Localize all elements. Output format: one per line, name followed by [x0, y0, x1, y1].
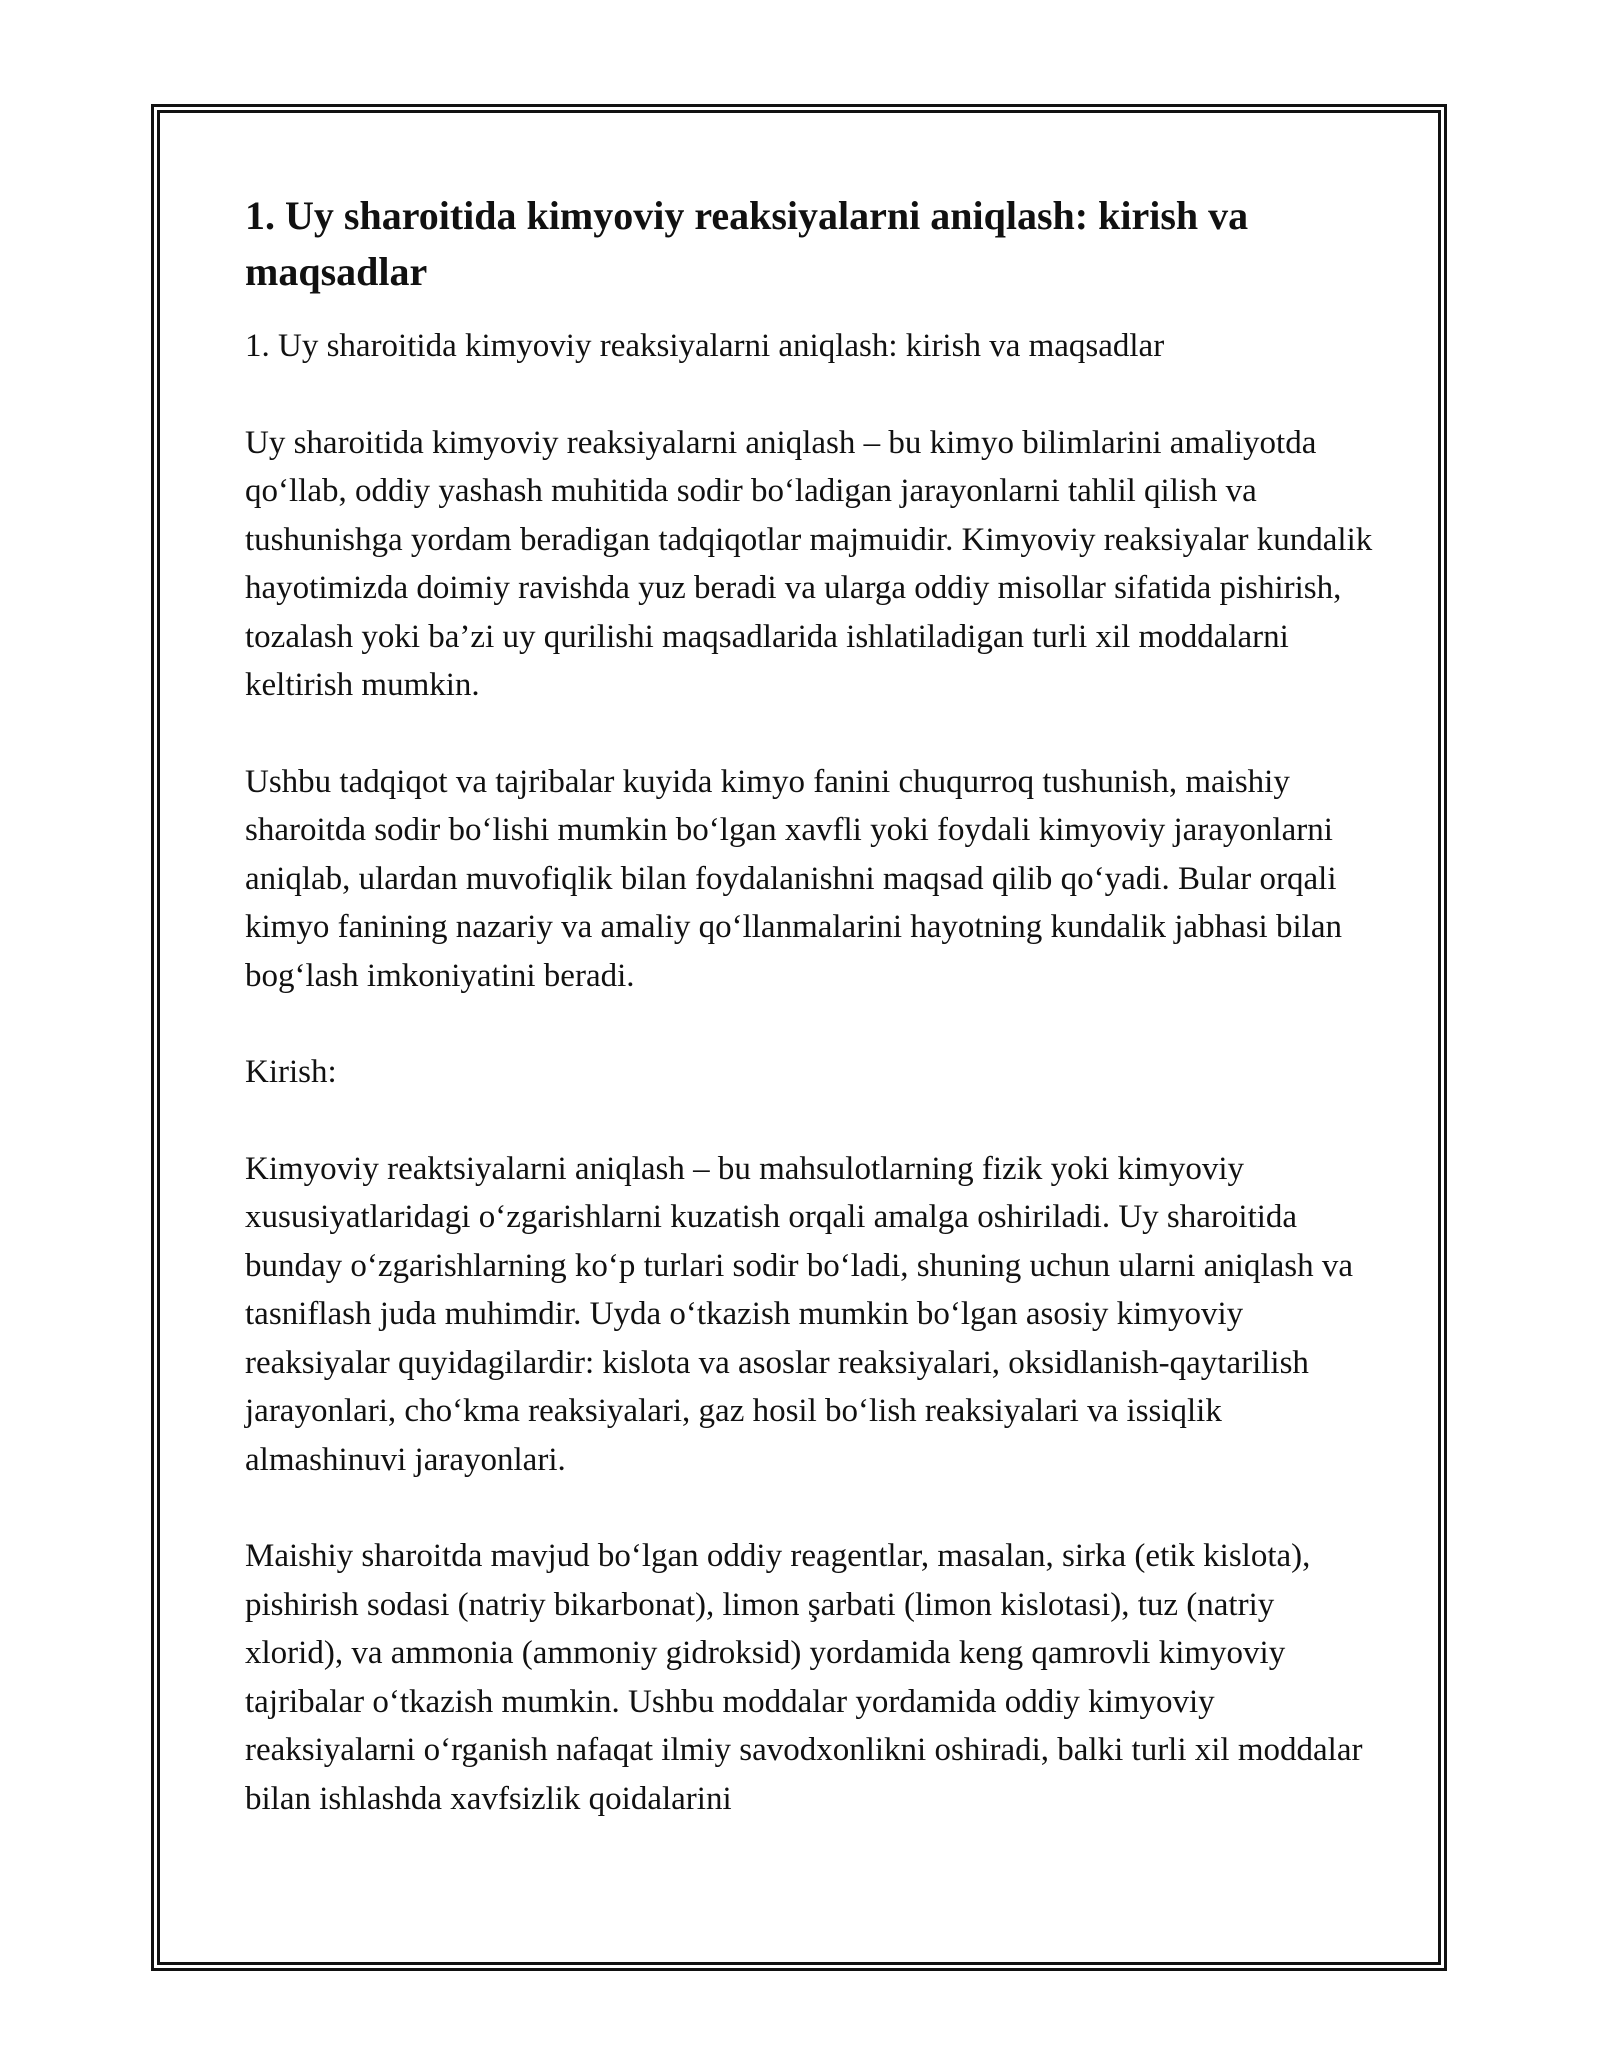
paragraph-detection: Kimyoviy reaktsiyalarni aniqlash – bu mahsulotlarning fizik yoki kimyoviy xususiyatlaridagi o‘zgarishlarni kuzatish orqali amalga oshiriladi. Uy sharoitida bunday o‘zgarishlarning ko‘p turlari sodir bo‘ladi, shuning uchun ularni aniqlash va tasniflash juda muhimdir. Uyda o‘tkazish mumkin bo‘lgan asosiy kimyoviy reaksiyalar quyidagilardir: kislota va asoslar reaksiyalari, oksidlanish-qaytarilish jarayonlari, cho‘kma reaksiyalari, gaz hosil bo‘lish reaksiyalari va issiqlik almashinuvi jarayonlari.: [245, 1150, 1353, 1478]
paragraph-reagents: Maishiy sharoitda mavjud bo‘lgan oddiy reagentlar, masalan, sirka (etik kislota), pishirish sodasi (natriy bikarbonat), limon şarbati (limon kislotasi), tuz (natriy xlorid), va ammonia (ammoniy gidroksid) yordamida keng qamrovli kimyoviy tajribalar o‘tkazish mumkin. Ushbu moddalar yordamida oddiy kimyoviy reaksiyalarni o‘rganish nafaqat ilmiy savodxonlikni oshiradi, balki turli xil moddalar bilan ishlashda xavfsizlik qoidalarini: [245, 1538, 1363, 1817]
page-border-frame: [151, 104, 1447, 1971]
document-heading: 1. Uy sharoitida kimyoviy reaksiyalarni aniqlash: kirish va maqsadlar: [245, 193, 1249, 294]
paragraph-intro: Uy sharoitida kimyoviy reaksiyalarni aniqlash – bu kimyo bilimlarini amaliyotda qo‘llab, oddiy yashash muhitida sodir bo‘ladigan jarayonlarni tahlil qilish va tushunishga yordam beradigan tadqiqotlar majmuidir. Kimyoviy reaksiyalar kundalik hayotimizda doimiy ravishda yuz beradi va ularga oddiy misollar sifatida pishirish, tozalash yoki ba’zi uy qurilishi maqsadlarida ishlatiladigan turli xil moddalarni keltirish mumkin.: [245, 424, 1373, 703]
document-body: [245, 188, 1380, 1823]
paragraph-goals: Ushbu tadqiqot va tajribalar kuyida kimyo fanini chuqurroq tushunish, maishiy sharoitda sodir bo‘lishi mumkin bo‘lgan xavfli yoki foydali kimyoviy jarayonlarni aniqlab, ulardan muvofiqlik bilan foydalanishni maqsad qilib qo‘yadi. Bular orqali kimyo fanining nazariy va amaliy qo‘llanmalarini hayotning kundalik jabhasi bilan bog‘lash imkoniyatini beradi.: [245, 763, 1342, 994]
paragraph-kirish-label: Kirish:: [245, 1054, 337, 1090]
paragraph-subtitle: 1. Uy sharoitida kimyoviy reaksiyalarni aniqlash: kirish va maqsadlar: [245, 328, 1165, 364]
